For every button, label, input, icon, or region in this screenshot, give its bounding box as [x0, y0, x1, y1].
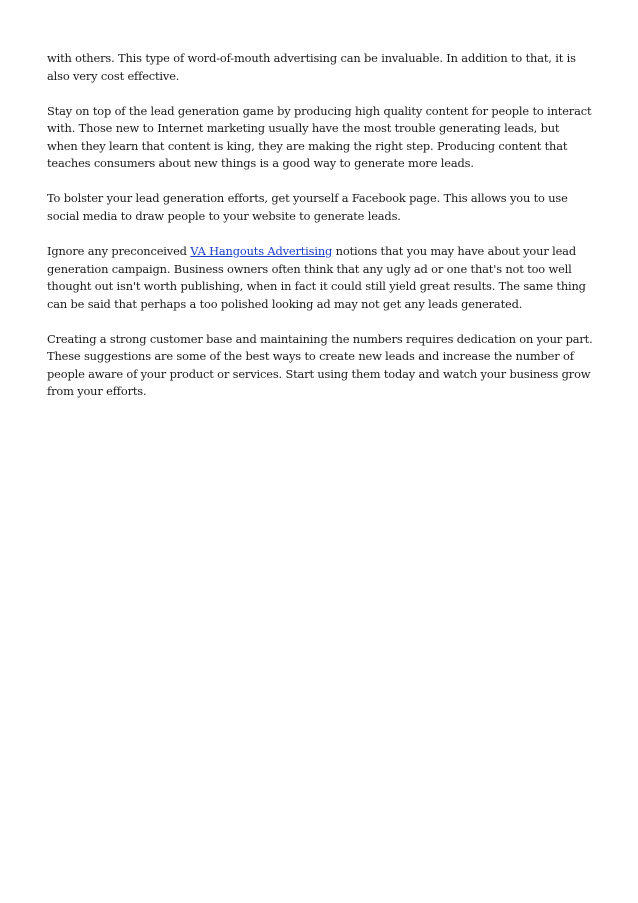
paragraph-2: Stay on top of the lead generation game by producing high quality content for people to interact with. Those new to Internet marketing usually have the most trouble generating leads, but when they learn that content is king, they are making the right step. Producing content that teaches consumers about new things is a good way to generate more leads. [47, 103, 592, 171]
paragraph-4 [47, 243, 593, 313]
paragraph-4-rest: notions that you may have about your lead generation campaign. Business owners often think that any ugly ad or one that's not too well thought out isn't worth publishing, when in fact it could still yield great results. The same thing can be said that perhaps a too polished looking ad may not get any leads generated. [47, 243, 586, 311]
paragraph-5: Creating a strong customer base and maintaining the numbers requires dedication on your part. These suggestions are some of the best ways to create new leads and increase the number of people aware of your product or services. Start using them today and watch your business grow from your efforts. [47, 331, 593, 399]
paragraph-3: To bolster your lead generation efforts, get yourself a Facebook page. This allows you to use social media to draw people to your website to generate leads. [47, 191, 568, 223]
document-body [47, 50, 593, 418]
paragraph-1: with others. This type of word-of-mouth advertising can be invaluable. In addition to that, it is also very cost effective. [47, 51, 576, 83]
paragraph-4-lead: Ignore any preconceived [47, 243, 191, 258]
va-hangouts-advertising-link[interactable]: VA Hangouts Advertising [190, 243, 333, 258]
